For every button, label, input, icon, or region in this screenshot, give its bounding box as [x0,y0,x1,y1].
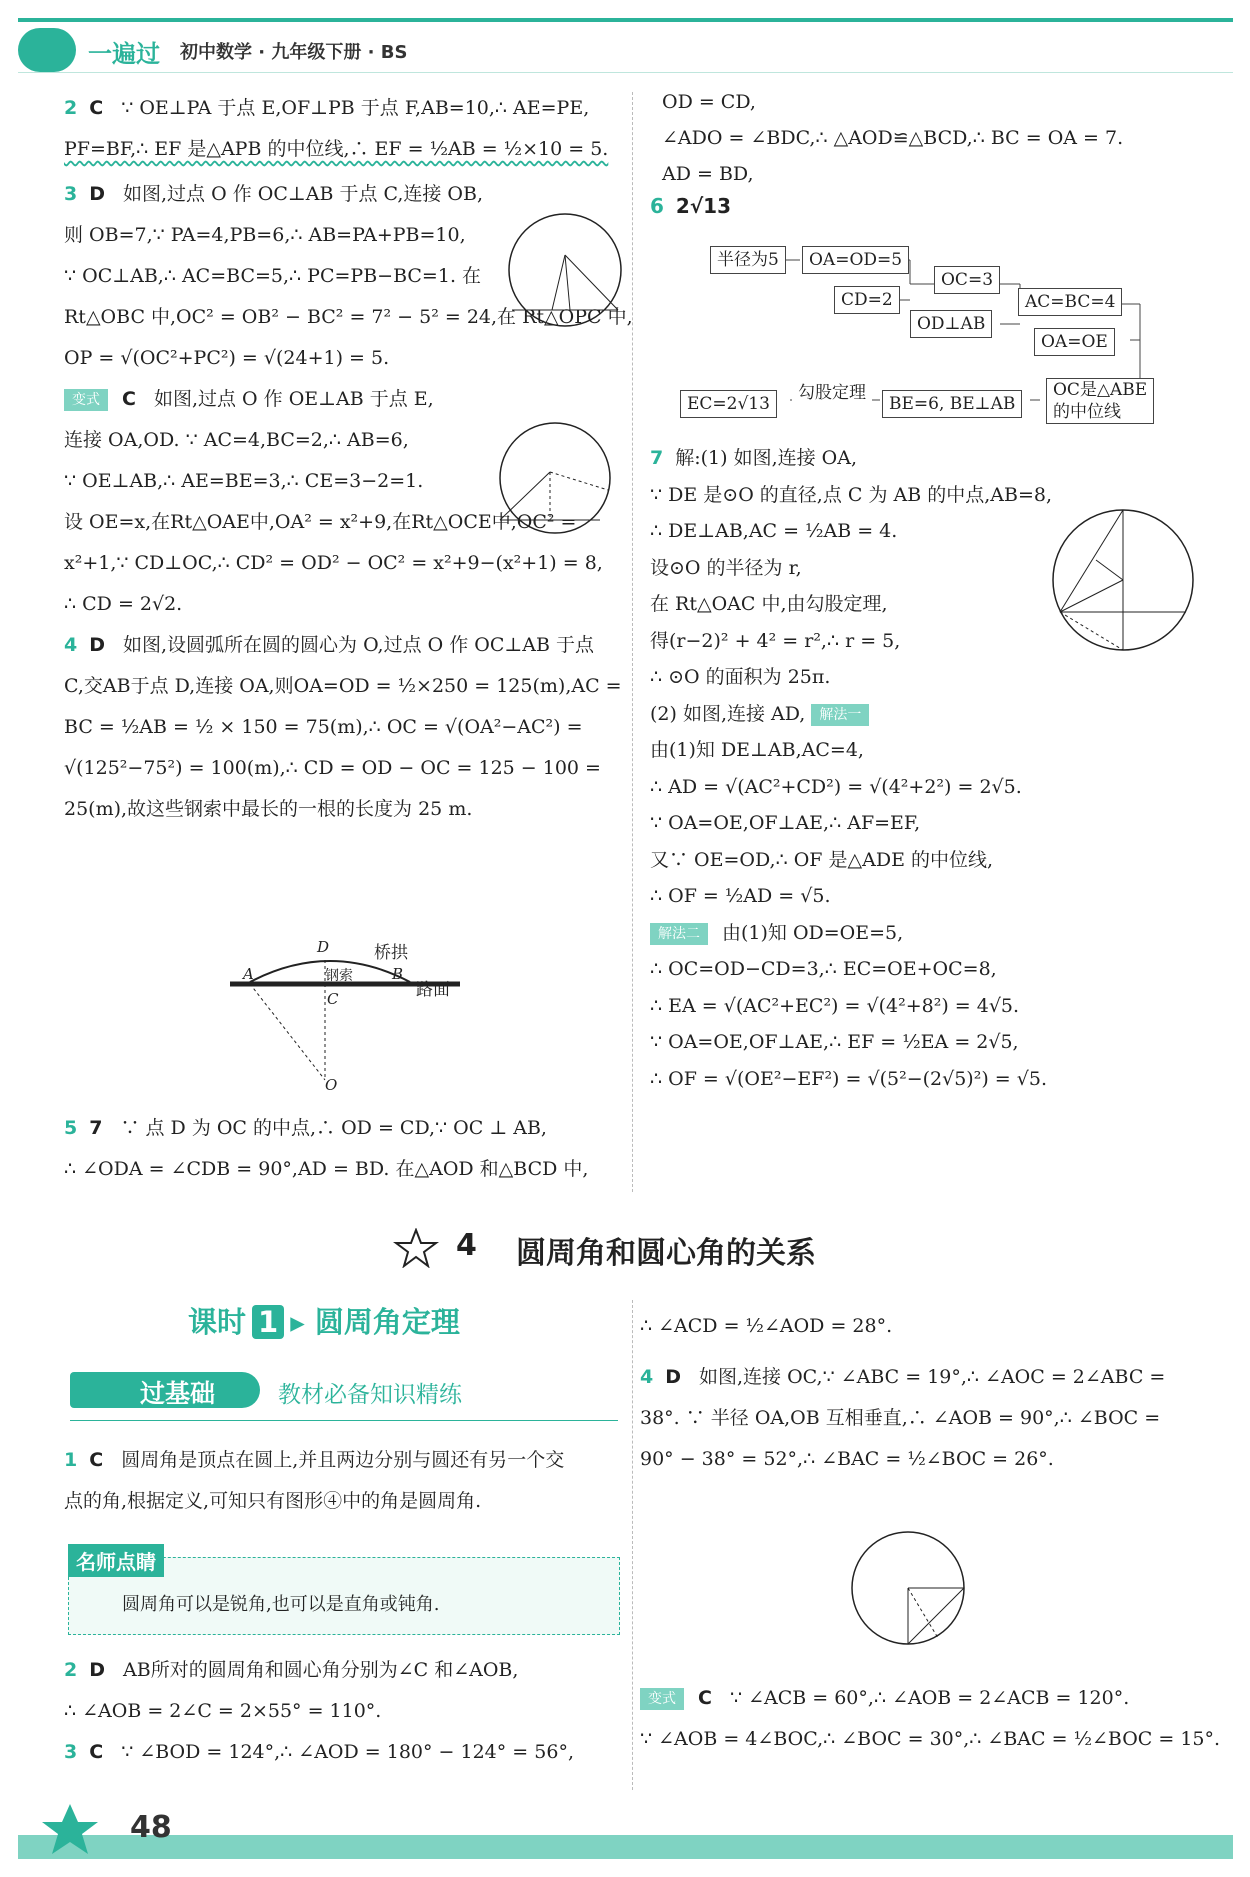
flow-node: AC=BC=4 [1018,288,1122,316]
q7-line: 设⊙O 的半径为 r, [650,556,802,579]
footer-bar [18,1835,1233,1859]
q7-line: ∴ OC=OD−CD=3,∴ EC=OE+OC=8, [650,958,997,980]
q7-line: ∴ AD = √(AC²+CD²) = √(4²+2²) = 2√5. [650,775,1022,798]
header-bar [18,18,1233,22]
q4-line: C,交AB于点 D,连接 OA,则OA=OD = ½×250 = 125(m),AC = [64,675,622,697]
q5c-line: OD = CD, [662,91,756,113]
tip-title: 名师点睛 [68,1544,164,1577]
q7-circle-diagram [1048,490,1198,670]
jc-underline [70,1420,618,1421]
q5c-line: AD = BD, [662,163,754,185]
q4b-line: 90° − 38° = 52°,∴ ∠BAC = ½∠BOC = 26°. [640,1448,1054,1470]
q7-line: ∴ OF = ½AD = √5. [650,885,831,907]
column-divider [632,92,633,1192]
q3b-line: 3 C ∵ ∠BOD = 124°,∴ ∠AOD = 180° − 124° = 56°, [64,1741,574,1763]
book-title: 初中数学 · 九年级下册 · BS [180,42,408,63]
section-number: 4 [456,1228,477,1263]
bridge-label-b: B [392,965,404,983]
q7-line: 又∵ OE=OD,∴ OF 是△ADE 的中位线, [650,848,994,871]
q3b-line: 连接 OA,OD. ∵ AC=4,BC=2,∴ AB=6, [64,429,409,451]
q3b-line: x²+1,∵ CD⊥OC,∴ CD² = OD² − OC² = x²+9−(x²+1) = 8, [64,552,603,574]
column-divider-bottom [632,1300,633,1790]
section-star-icon [392,1228,440,1268]
flow-node: BE=6, BE⊥AB [882,390,1022,418]
bridge-label-a: A [243,965,254,983]
bridge-label-road: 路面 [416,980,450,1000]
q4b-line: 38°. ∵ 半径 OA,OB 互相垂直,∴ ∠AOB = 90°,∴ ∠BOC = [640,1407,1161,1429]
flow-node: OA=OE [1034,328,1115,356]
tip-text: 圆周角可以是锐角,也可以是直角或钝角. [122,1594,440,1615]
q3-line: OP = √(OC²+PC²) = √(24+1) = 5. [64,347,390,369]
q2b-line: 2 D AB所对的圆周角和圆心角分别为∠C 和∠AOB, [64,1659,519,1681]
bridge-label-cable: 钢索 [325,968,353,984]
q7-line: ∴ EA = √(AC²+EC²) = √(4²+8²) = 4√5. [650,994,1020,1017]
q3b-line: ∴ CD = 2√2. [64,593,183,615]
jc-subtitle: 教材必备知识精练 [278,1382,462,1408]
bridge-label-arch: 桥拱 [374,943,408,963]
q3c-line: ∴ ∠ACD = ½∠AOD = 28°. [640,1315,893,1337]
bottom-q5 [640,1678,1240,1760]
header-divider [18,72,1233,73]
q3-line: 3 D 如图,过点 O 作 OC⊥AB 于点 C,连接 OB, [64,183,484,205]
q7-line: ∴ ⊙O 的面积为 25π. [650,666,831,688]
bridge-label-c: C [327,990,339,1008]
bridge-label-d: D [317,938,330,956]
q7-line: 由(1)知 DE⊥AB,AC=4, [650,739,864,761]
flow-node: CD=2 [834,286,900,314]
bridge-label-o: O [325,1076,338,1094]
flow-node: 半径为5 [710,246,786,274]
q3-line: 则 OB=7,∵ PA=4,PB=6,∴ AB=PA+PB=10, [64,224,466,246]
flow-node: OA=OD=5 [802,246,909,274]
q2-line: 2 C ∵ OE⊥PA 于点 E,OF⊥PB 于点 F,AB=10,∴ AE=PE, [64,97,590,119]
q7-line: ∵ OA=OE,OF⊥AE,∴ EF = ½EA = 2√5, [650,1031,1019,1053]
q1-line: 1 C 圆周角是顶点在圆上,并且两边分别与圆还有另一个交 [64,1449,565,1471]
q7-line: ∵ OA=OE,OF⊥AE,∴ AF=EF, [650,812,921,834]
page-number: 48 [130,1810,172,1845]
q4-line: 25(m),故这些钢索中最长的一根的长度为 25 m. [64,798,473,820]
flow-node: OC=3 [934,266,1000,294]
footer-star-icon [30,1800,110,1860]
q4-line: 4 D 如图,设圆弧所在圆的圆心为 O,过点 O 作 OC⊥AB 于点 [64,634,594,656]
q1-line: 点的角,根据定义,可知只有图形④中的角是圆周角. [64,1490,482,1512]
section-title: 圆周角和圆心角的关系 [516,1236,816,1271]
bridge-diagram [220,930,480,1090]
q4-line: √(125²−75²) = 100(m),∴ CD = OD − OC = 125 − 100 = [64,757,601,779]
q5b-line: ∵ ∠AOB = 4∠BOC,∴ ∠BOC = 30°,∴ ∠BAC = ½∠BOC = 15°. [640,1728,1221,1750]
q4-line: BC = ½AB = ½ × 150 = 75(m),∴ OC = √(OA²−AC²) = [64,716,583,738]
q6-answer: 6 2√13 [650,194,732,218]
q7-line: 得(r−2)² + 4² = r²,∴ r = 5, [650,629,901,652]
bottom-q2-q3 [64,1650,624,1773]
flow-label: 勾股定理 [792,380,872,406]
bottom-right-column [640,1306,1220,1480]
q2b-line: ∴ ∠AOB = 2∠C = 2×55° = 110°. [64,1700,382,1722]
lesson-heading: 课时 1 ▸ 圆周角定理 [188,1305,460,1339]
q7-line: ∴ DE⊥AB,AC = ½AB = 4. [650,520,898,542]
q3b-line: ∵ OE⊥AB,∴ AE=BE=3,∴ CE=3−2=1. [64,470,424,492]
brand-logo: 一遍过 [88,40,160,68]
flow-node: OC是△ABE 的中位线 [1046,378,1154,424]
q5c-line: ∠ADO = ∠BDC,∴ △AOD≌△BCD,∴ BC = OA = 7. [662,127,1124,149]
q5-block [64,1108,624,1190]
q3b-line: 变式 C 如图,过点 O 作 OE⊥AB 于点 E, [64,379,624,420]
flow-node: EC=2√13 [680,390,777,418]
q7-line: ∵ DE 是⊙O 的直径,点 C 为 AB 的中点,AB=8, [650,483,1052,506]
q7-line: ∴ OF = √(OE²−EF²) = √(5²−(2√5)²) = √5. [650,1067,1047,1090]
q5b-line: 变式 C ∵ ∠ACB = 60°,∴ ∠AOB = 2∠ACB = 120°. [640,1678,1240,1719]
q3b-circle-diagram [490,420,620,540]
q4b-line: 4 D 如图,连接 OC,∵ ∠ABC = 19°,∴ ∠AOC = 2∠ABC = [640,1366,1166,1388]
q5-continued [650,84,1210,192]
q7-line: 7 解:(1) 如图,连接 OA, [650,447,858,469]
flow-node: OD⊥AB [910,310,992,338]
q4-circle-diagram [848,1528,978,1668]
q7-line: (2) 如图,连接 AD, 解法一 [650,696,1210,733]
q3-circle-diagram [500,210,630,330]
bottom-q1 [64,1440,624,1522]
q5-line: ∴ ∠ODA = ∠CDB = 90°,AD = BD. 在△AOD 和△BCD 中, [64,1158,589,1180]
jc-title: 过基础 [140,1379,216,1408]
q5-line: 5 7 ∵ 点 D 为 OC 的中点,∴ OD = CD,∵ OC ⊥ AB, [64,1117,547,1139]
q2-line: PF=BF,∴ EF 是△APB 的中位线,∴ EF = ½AB = ½×10 = 5. [64,138,609,160]
q3-line: ∵ OC⊥AB,∴ AC=BC=5,∴ PC=PB−BC=1. 在 [64,265,482,287]
q7-line: 在 Rt△OAC 中,由勾股定理, [650,593,888,615]
star-logo-icon [18,28,76,72]
q3-line: Rt△OBC 中,OC² = OB² − BC² = 7² − 5² = 24,在 Rt△OPC 中, [64,306,633,328]
q3b-line: 设 OE=x,在Rt△OAE中,OA² = x²+9,在Rt△OCE中,OC² = [64,511,577,533]
q7-line: 解法二 由(1)知 OD=OE=5, [650,915,1210,952]
